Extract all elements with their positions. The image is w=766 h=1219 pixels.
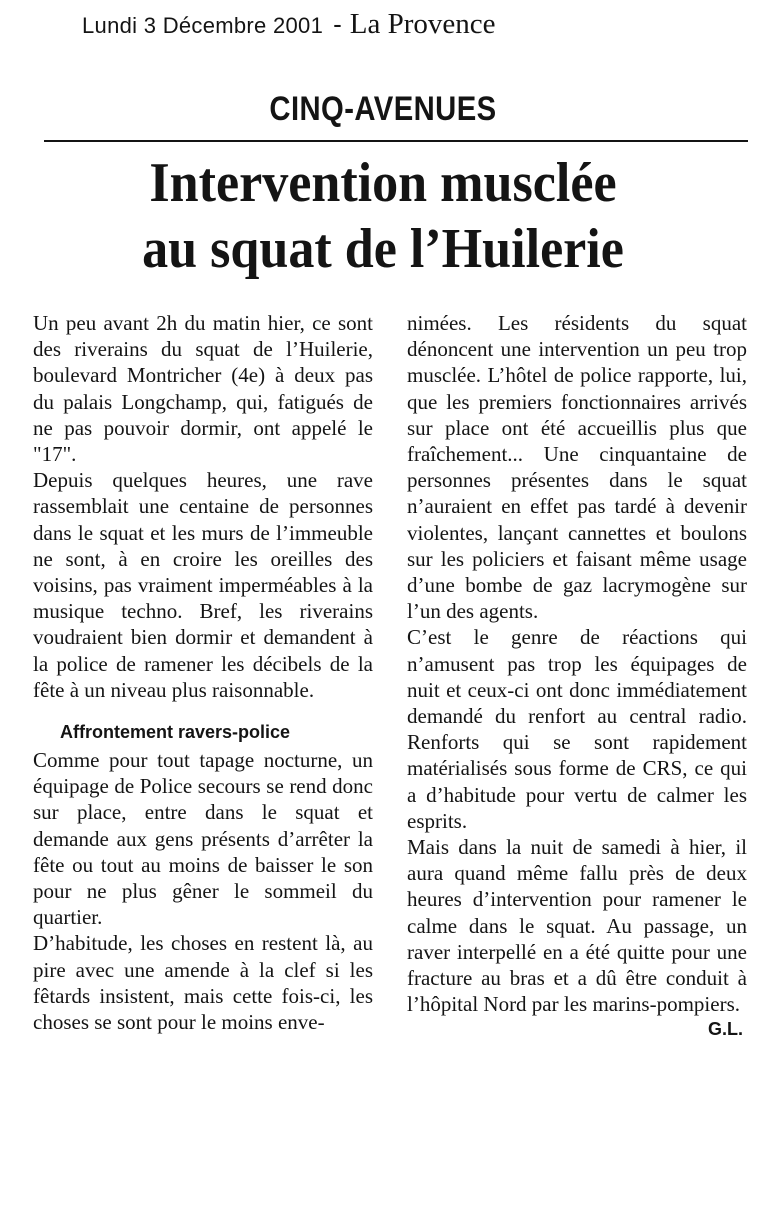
headline-line-1: Intervention musclée: [149, 152, 617, 214]
article-headline: [0, 150, 766, 282]
masthead-separator: -: [333, 9, 342, 39]
subheading: Affrontement ravers-police: [60, 722, 291, 743]
paragraph: D’habitude, les choses en restent là, au pire avec une amende à la clef si les fêtards insistent, mais cette fois-ci, les choses se sont pour le moins enve-: [33, 931, 373, 1035]
section-title: CINQ-AVENUES: [269, 90, 497, 128]
paragraph: C’est le genre de réactions qui n’amusent pas trop les équipages de nuit et ceux-ci ont donc immédiatement demandé du renfort au central radio. Renforts qui se sont rapidement matérialisés sous forme de CRS, ce qui a d’habitude pour vertu de calmer les esprits.: [407, 625, 747, 833]
paragraph: Un peu avant 2h du matin hier, ce sont des riverains du squat de l’Huilerie, boulevard Montricher (4e) à deux pas du palais Longchamp, qui, fatigués de ne pas pouvoir dormir, ont appelé le "17".: [33, 311, 373, 467]
paragraph: nimées. Les résidents du squat dénoncent une intervention un peu trop musclée. L’hôtel de police rapporte, lui, que les premiers fonctionnaires arrivés sur place ont été accueillis plus que fraîchement... Une cinquantaine de personnes présentes dans le squat n’auraient en effet pas tardé à devenir violentes, lançant cannettes et boulons sur les policiers et faisant même usage d’une bombe de gaz lacrymogène sur l’un des agents.: [407, 311, 747, 624]
right-column: [407, 310, 747, 1041]
newspaper-name: La Provence: [349, 8, 496, 40]
left-column: [33, 310, 373, 1035]
section-rule: [44, 140, 748, 142]
paragraph: Depuis quelques heures, une rave rassemblait une centaine de personnes dans le squat et les murs de l’immeuble ne sont, à en croire les oreilles des voisins, pas vraiment imperméables à la musique techno. Bref, les riverains voudraient bien dormir et demandent à la police de ramener les décibels de la fête à un niveau plus raisonnable.: [33, 468, 373, 702]
issue-date: Lundi 3 Décembre 2001: [82, 13, 324, 38]
masthead: [82, 8, 682, 42]
headline-line-2: au squat de l’Huilerie: [142, 218, 624, 280]
paragraph: Mais dans la nuit de samedi à hier, il aura quand même fallu près de deux heures d’intervention pour ramener le calme dans le squat. Au passage, un raver interpellé en a été quitte pour une fracture au bras et a dû être conduit à l’hôpital Nord par les marins-pompiers.: [407, 835, 747, 1017]
author-signature: G.L.: [708, 1019, 743, 1040]
paragraph: Comme pour tout tapage nocturne, un équipage de Police secours se rend donc sur place, entre dans le squat et demande aux gens présents d’arrêter la fête ou tout au moins de baisser le son pour ne plus gêner le sommeil du quartier.: [33, 748, 373, 930]
